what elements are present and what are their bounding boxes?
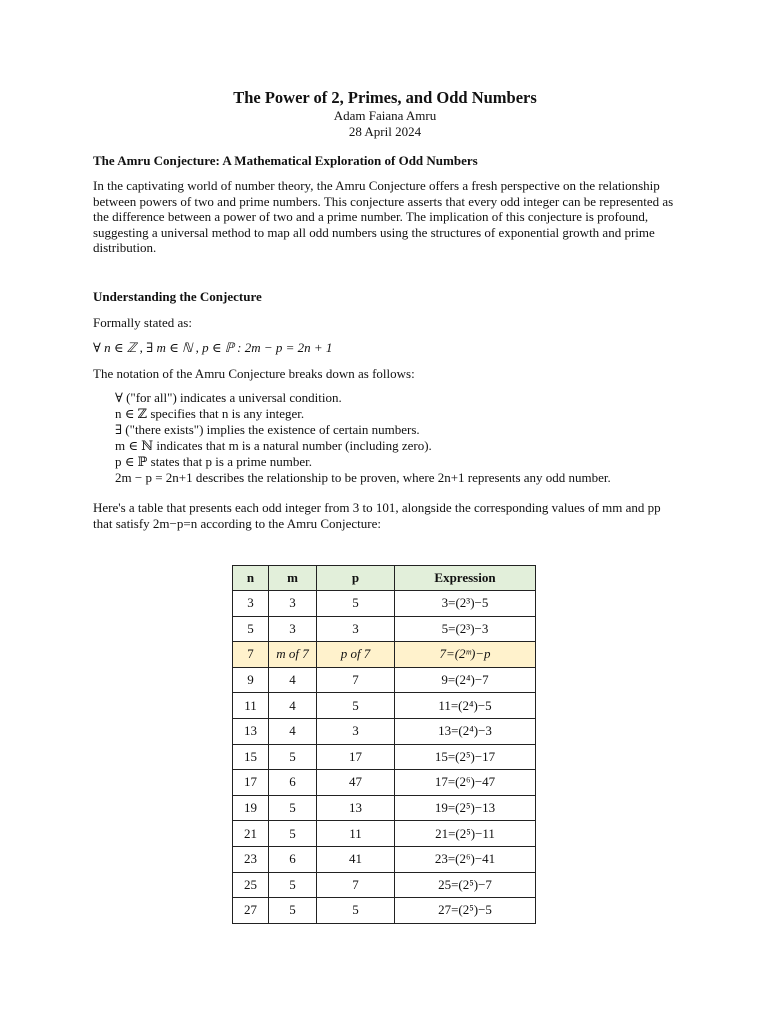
cell-m: 4: [269, 667, 317, 693]
cell-m: 6: [269, 846, 317, 872]
section-heading-conjecture: The Amru Conjecture: A Mathematical Exploration of Odd Numbers: [93, 153, 478, 168]
cell-expression: 9=(2⁴)−7: [395, 667, 536, 693]
table-intro-paragraph: Here's a table that presents each odd integer from 3 to 101, alongside the corresponding values of mm and pp that satisfy 2m−p=n according to the Amru Conjecture:: [93, 500, 661, 531]
cell-m: 5: [269, 821, 317, 847]
cell-p: 3: [317, 616, 395, 642]
table-row: [233, 821, 536, 847]
cell-m: 3: [269, 591, 317, 617]
cell-n: 25: [233, 872, 269, 898]
cell-expression: 13=(2⁴)−3: [395, 718, 536, 744]
column-header-expression: Expression: [395, 566, 536, 591]
cell-m: 5: [269, 898, 317, 924]
cell-n: 23: [233, 846, 269, 872]
cell-n: 15: [233, 744, 269, 770]
cell-expression: 5=(2³)−3: [395, 616, 536, 642]
cell-n: 27: [233, 898, 269, 924]
column-header-p: p: [317, 566, 395, 591]
cell-p: 3: [317, 718, 395, 744]
list-item: ∃ ("there exists") implies the existence of certain numbers.: [115, 421, 420, 437]
list-item: p ∈ ℙ states that p is a prime number.: [115, 453, 313, 469]
cell-expression: 27=(2⁵)−5: [395, 898, 536, 924]
cell-p: 41: [317, 846, 395, 872]
cell-p: 5: [317, 898, 395, 924]
table-row: [233, 718, 536, 744]
cell-m: 5: [269, 872, 317, 898]
cell-n: 17: [233, 770, 269, 796]
document-header: [93, 88, 677, 140]
cell-m: 5: [269, 744, 317, 770]
cell-p: 5: [317, 591, 395, 617]
table-row: [233, 667, 536, 693]
document-author: Adam Faiana Amru: [333, 108, 437, 123]
list-item: ∀ ("for all") indicates a universal condition.: [115, 390, 342, 405]
table-row: [233, 872, 536, 898]
cell-m: 4: [269, 693, 317, 719]
cell-expression: 21=(2⁵)−11: [395, 821, 536, 847]
cell-expression: 7=(2ᵐ)−p: [395, 642, 536, 668]
cell-p: 7: [317, 872, 395, 898]
cell-expression: 17=(2⁶)−47: [395, 770, 536, 796]
cell-n: 3: [233, 591, 269, 617]
cell-m: 5: [269, 795, 317, 821]
cell-expression: 23=(2⁶)−41: [395, 846, 536, 872]
conjecture-formula: ∀ n ∈ ℤ , ∃ m ∈ ℕ , p ∈ ℙ : 2m − p = 2n + 1: [93, 340, 333, 355]
cell-p: p of 7: [317, 642, 395, 668]
list-item: n ∈ ℤ specifies that n is any integer.: [115, 405, 305, 421]
table-header-row: [233, 566, 536, 591]
cell-p: 11: [317, 821, 395, 847]
table-row: [233, 591, 536, 617]
document-date: 28 April 2024: [348, 124, 422, 139]
cell-n: 5: [233, 616, 269, 642]
table-body: [233, 591, 536, 924]
table-row: [233, 795, 536, 821]
column-header-n: n: [233, 566, 269, 591]
cell-m: 3: [269, 616, 317, 642]
table-row: [233, 898, 536, 924]
cell-expression: 3=(2³)−5: [395, 591, 536, 617]
list-item: 2m − p = 2n+1 describes the relationship to be proven, where 2n+1 represents any odd number.: [115, 469, 611, 485]
table-row: [233, 770, 536, 796]
cell-p: 13: [317, 795, 395, 821]
cell-n: 21: [233, 821, 269, 847]
cell-n: 11: [233, 693, 269, 719]
cell-expression: 19=(2⁵)−13: [395, 795, 536, 821]
notation-list: [115, 390, 611, 485]
conjecture-table: [232, 565, 536, 924]
cell-expression: 25=(2⁵)−7: [395, 872, 536, 898]
document-title: The Power of 2, Primes, and Odd Numbers: [233, 88, 537, 107]
cell-p: 5: [317, 693, 395, 719]
formally-stated-text: Formally stated as:: [93, 315, 192, 330]
cell-n: 13: [233, 718, 269, 744]
cell-p: 17: [317, 744, 395, 770]
table-row: [233, 744, 536, 770]
cell-m: m of 7: [269, 642, 317, 668]
column-header-m: m: [269, 566, 317, 591]
section-heading-understanding: Understanding the Conjecture: [93, 289, 262, 304]
notation-intro-text: The notation of the Amru Conjecture breaks down as follows:: [93, 366, 415, 381]
cell-n: 9: [233, 667, 269, 693]
cell-expression: 11=(2⁴)−5: [395, 693, 536, 719]
cell-expression: 15=(2⁵)−17: [395, 744, 536, 770]
table-row: [233, 846, 536, 872]
list-item: m ∈ ℕ indicates that m is a natural number (including zero).: [115, 437, 432, 453]
cell-n: 19: [233, 795, 269, 821]
cell-n: 7: [233, 642, 269, 668]
cell-m: 6: [269, 770, 317, 796]
intro-paragraph: In the captivating world of number theory, the Amru Conjecture offers a fresh perspective on the relationship between powers of two and prime numbers. This conjecture asserts that every odd integer can be represented as the difference between a power of two and a prime number. The implication of this conjecture is profound, suggesting a universal method to map all odd numbers using the structures of exponential growth and prime distribution.: [93, 178, 674, 256]
cell-p: 47: [317, 770, 395, 796]
table-row: [233, 616, 536, 642]
cell-p: 7: [317, 667, 395, 693]
table-row: [233, 642, 536, 668]
cell-m: 4: [269, 718, 317, 744]
table-row: [233, 693, 536, 719]
